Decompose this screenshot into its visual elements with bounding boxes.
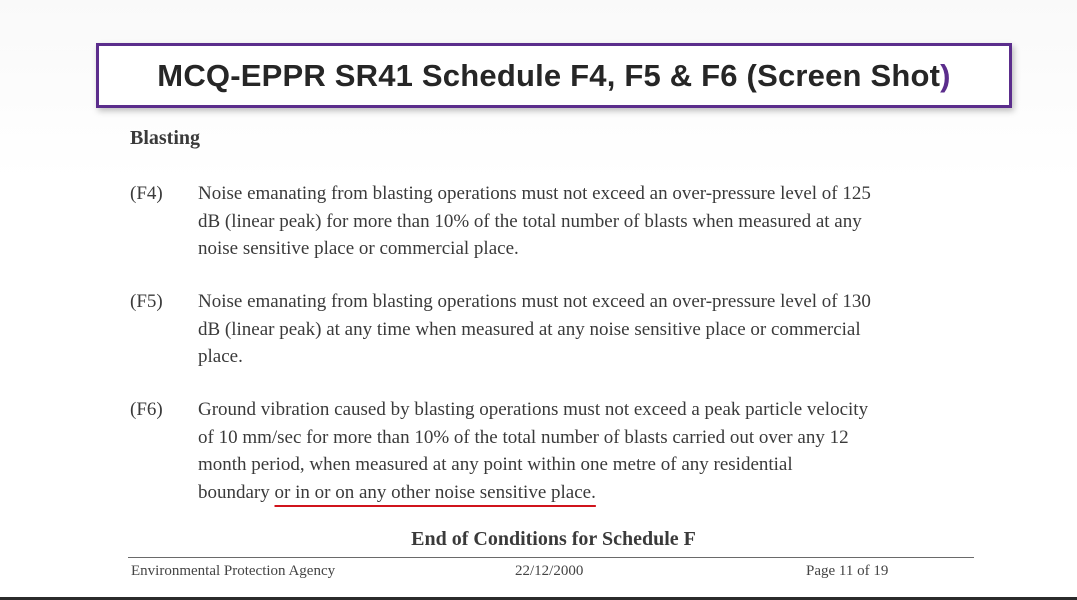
clause-code: (F5) — [130, 291, 163, 312]
footer-agency: Environmental Protection Agency — [131, 563, 336, 579]
slide-title-main: MCQ-EPPR SR41 Schedule F4, F5 & F6 (Screen Shot — [157, 57, 941, 93]
clause-text-plain: boundary — [198, 481, 275, 503]
end-of-conditions: End of Conditions for Schedule F — [411, 528, 696, 550]
clause-body — [198, 396, 988, 506]
footer-date: 22/12/2000 — [515, 563, 584, 579]
footer-page-number: Page 11 of 19 — [806, 563, 889, 579]
clause-line: noise sensitive place or commercial place. — [198, 238, 519, 259]
clause-line: Noise emanating from blasting operations must not exceed an over-pressure level of 130 — [198, 291, 871, 312]
clause-line: dB (linear peak) at any time when measured at any noise sensitive place or commercial — [198, 318, 861, 340]
clause-code: (F6) — [130, 399, 163, 420]
clause-line-last — [198, 479, 988, 507]
clause-line: of 10 mm/sec for more than 10% of the total number of blasts carried out over any 12 — [198, 426, 849, 448]
section-heading: Blasting — [130, 127, 201, 149]
clause-line: month period, when measured at any point within one metre of any residential — [198, 454, 793, 475]
slide-title-close-paren: ) — [940, 57, 951, 93]
clause-line: Ground vibration caused by blasting operations must not exceed a peak particle velocity — [198, 399, 869, 420]
highlighted-phrase: or in or on any other noise sensitive place. — [274, 481, 596, 503]
clause-code: (F4) — [130, 183, 163, 204]
slide-title — [157, 58, 950, 94]
clause-line: place. — [198, 346, 243, 367]
clause-body — [198, 288, 988, 371]
slide-title-box — [96, 43, 1012, 108]
clause-line: dB (linear peak) for more than 10% of the total number of blasts when measured at any — [198, 210, 862, 232]
clause-line: Noise emanating from blasting operations must not exceed an over-pressure level of 125 — [198, 183, 871, 204]
clause-body — [198, 180, 988, 263]
footer-divider — [128, 557, 974, 558]
